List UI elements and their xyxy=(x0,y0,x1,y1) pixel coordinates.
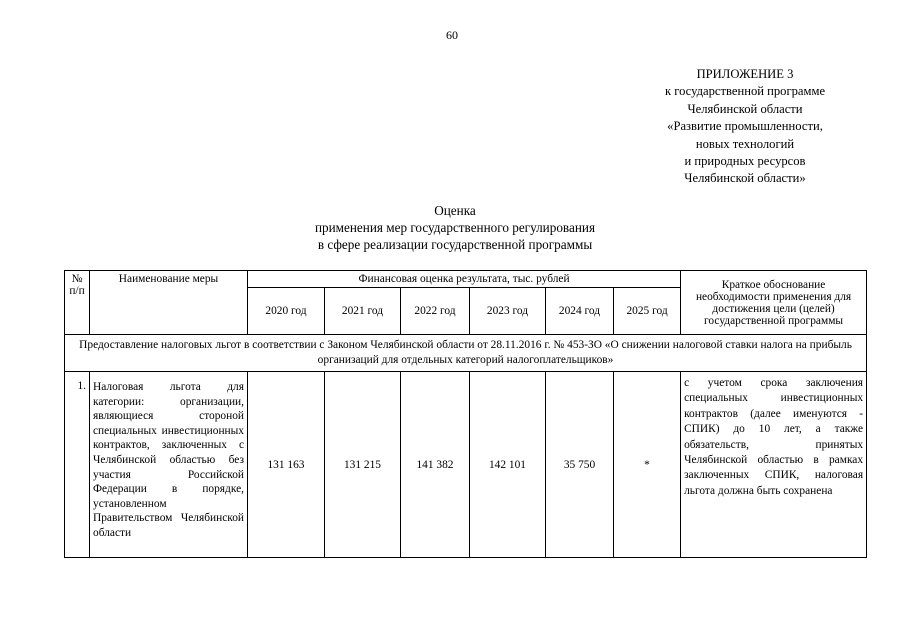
value-cell: 141 382 xyxy=(401,372,470,558)
value-cell: 131 163 xyxy=(248,372,325,558)
header-year: 2024 год xyxy=(546,288,614,335)
appendix-line: Челябинской области xyxy=(687,101,803,116)
title-line: Оценка xyxy=(434,203,476,218)
page-number: 60 xyxy=(446,28,458,42)
appendix-line: к государственной программе xyxy=(664,84,826,99)
justification-cell: с учетом срока заключения специальных инвестиционных контрактов (далее именуются - СПИК) до 10 лет, а также обязательств, принятых Челябинской областью в рамках заключенных СПИК, налоговая льгота должна быть сохранена xyxy=(681,372,867,558)
table-row xyxy=(65,372,867,558)
section-row xyxy=(65,335,867,372)
value-cell: 142 101 xyxy=(470,372,546,558)
value-cell: * xyxy=(614,372,681,558)
measure-name-cell: Налоговая льгота для категории: организации, являющиеся стороной специальных инвестиционных контрактов, заключенных с Челябинской областью без участия Российской Федерации в порядке, установленном Правительством Челябинской области xyxy=(90,372,248,558)
appendix-line: ПРИЛОЖЕНИЕ 3 xyxy=(696,67,794,81)
header-justification: Краткое обоснование необходимости применения для достижения цели (целей) государственной программы xyxy=(681,271,867,335)
appendix-line: и природных ресурсов xyxy=(684,154,806,169)
value-cell: 35 750 xyxy=(546,372,614,558)
header-year: 2023 год xyxy=(470,288,546,335)
section-title: Предоставление налоговых льгот в соответствии с Законом Челябинской области от 28.11.2016 г. № 453-ЗО «О снижении налоговой ставки налога на прибыль организаций для отдельных категорий налогоплательщиков» xyxy=(65,335,867,372)
title-line: в сфере реализации государственной программы xyxy=(317,237,593,252)
header-num: № п/п xyxy=(65,271,90,335)
header-financial-estimate: Финансовая оценка результата, тыс. рублей xyxy=(248,271,681,288)
header-year: 2025 год xyxy=(614,288,681,335)
header-year: 2022 год xyxy=(401,288,470,335)
header-measure-name: Наименование меры xyxy=(90,271,248,335)
appendix-heading xyxy=(585,66,905,188)
header-year: 2020 год xyxy=(248,288,325,335)
appendix-line: новых технологий xyxy=(695,136,795,151)
table-header-row xyxy=(65,271,867,288)
value-cell: 131 215 xyxy=(325,372,401,558)
header-year: 2021 год xyxy=(325,288,401,335)
appendix-line: Челябинской области» xyxy=(684,171,806,186)
row-number: 1. xyxy=(65,372,90,558)
regulation-measures-table xyxy=(64,270,867,558)
title-line: применения мер государственного регулирования xyxy=(314,220,596,235)
appendix-line: «Развитие промышленности, xyxy=(667,119,823,134)
document-title xyxy=(255,202,655,253)
